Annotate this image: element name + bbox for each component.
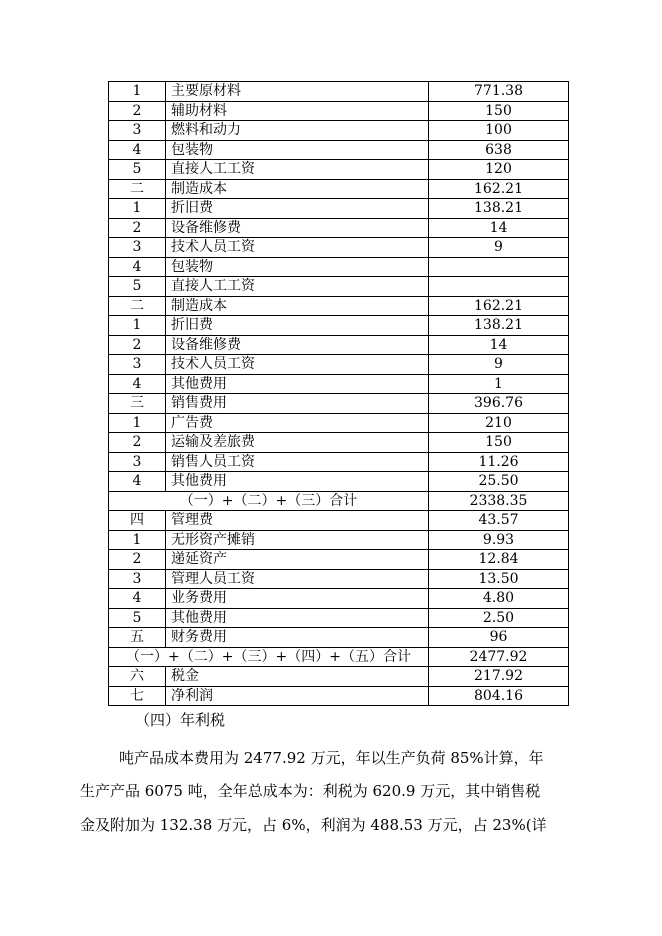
row-number: 五 [109, 628, 166, 648]
item-value: 100 [429, 121, 569, 141]
row-number: 二 [109, 296, 166, 316]
item-value: 2477.92 [429, 647, 569, 667]
item-value: 162.21 [429, 179, 569, 199]
item-name: 设备维修费 [166, 335, 429, 355]
item-value [429, 257, 569, 277]
item-value: 150 [429, 433, 569, 453]
item-name: 直接人工工资 [166, 160, 429, 180]
cost-table-body [109, 82, 569, 706]
item-value: 13.50 [429, 569, 569, 589]
item-name: 制造成本 [166, 296, 429, 316]
paragraph-line-3: 金及附加为 132.38 万元，占 6%，利润为 488.53 万元，占 23%(详 [80, 816, 547, 834]
table-row [109, 452, 569, 472]
item-name: 技术人员工资 [166, 355, 429, 375]
table-row [109, 82, 569, 102]
row-number: 2 [109, 550, 166, 570]
table-subtotal-row [109, 647, 569, 667]
paragraph-line-2: 生产产品 6075 吨，全年总成本为：利税为 620.9 万元，其中销售税 [80, 782, 541, 800]
item-value: 9 [429, 355, 569, 375]
item-value: 217.92 [429, 667, 569, 687]
table-row [109, 121, 569, 141]
table-subtotal-row [109, 491, 569, 511]
row-number: 4 [109, 140, 166, 160]
row-number: 1 [109, 82, 166, 102]
table-row [109, 101, 569, 121]
item-name: 递延资产 [166, 550, 429, 570]
item-name: 其他费用 [166, 472, 429, 492]
row-number: 5 [109, 160, 166, 180]
item-name: 技术人员工资 [166, 238, 429, 258]
row-number: 2 [109, 101, 166, 121]
table-row [109, 394, 569, 414]
item-name: 管理费 [166, 511, 429, 531]
table-row [109, 179, 569, 199]
cost-table [108, 81, 569, 706]
row-number: 5 [109, 608, 166, 628]
table-row [109, 374, 569, 394]
item-value: 150 [429, 101, 569, 121]
table-row [109, 257, 569, 277]
table-row [109, 335, 569, 355]
table-row [109, 413, 569, 433]
item-name: 其他费用 [166, 374, 429, 394]
item-value: 771.38 [429, 82, 569, 102]
item-value: 43.57 [429, 511, 569, 531]
item-value: 2338.35 [429, 491, 569, 511]
subtotal-label: （一）+（二）+（三）+（四）+（五）合计 [109, 647, 429, 667]
table-row [109, 218, 569, 238]
item-value: 14 [429, 218, 569, 238]
item-value: 138.21 [429, 199, 569, 219]
item-name: 广告费 [166, 413, 429, 433]
item-value [429, 277, 569, 297]
item-value: 638 [429, 140, 569, 160]
row-number: 二 [109, 179, 166, 199]
table-row [109, 160, 569, 180]
row-number: 2 [109, 218, 166, 238]
table-row [109, 316, 569, 336]
item-value: 12.84 [429, 550, 569, 570]
item-name: 运输及差旅费 [166, 433, 429, 453]
row-number: 七 [109, 686, 166, 706]
table-row [109, 686, 569, 706]
table-row [109, 530, 569, 550]
row-number: 六 [109, 667, 166, 687]
item-name: 税金 [166, 667, 429, 687]
item-name: 财务费用 [166, 628, 429, 648]
item-value: 25.50 [429, 472, 569, 492]
item-value: 120 [429, 160, 569, 180]
item-name: 主要原材料 [166, 82, 429, 102]
table-row [109, 296, 569, 316]
item-name: 设备维修费 [166, 218, 429, 238]
item-value: 138.21 [429, 316, 569, 336]
row-number: 三 [109, 394, 166, 414]
item-name: 燃料和动力 [166, 121, 429, 141]
row-number: 4 [109, 257, 166, 277]
item-value: 14 [429, 335, 569, 355]
row-number: 4 [109, 374, 166, 394]
item-value: 2.50 [429, 608, 569, 628]
section-heading: （四）年利税 [135, 711, 226, 729]
paragraph-line-1: 吨产品成本费用为 2477.92 万元，年以生产负荷 85%计算，年 [119, 749, 544, 767]
table-row [109, 238, 569, 258]
item-value: 9.93 [429, 530, 569, 550]
item-value: 162.21 [429, 296, 569, 316]
item-name: 无形资产摊销 [166, 530, 429, 550]
item-name: 业务费用 [166, 589, 429, 609]
table-row [109, 608, 569, 628]
row-number: 3 [109, 569, 166, 589]
item-value: 1 [429, 374, 569, 394]
row-number: 1 [109, 530, 166, 550]
item-name: 销售人员工资 [166, 452, 429, 472]
table-row [109, 569, 569, 589]
item-name: 其他费用 [166, 608, 429, 628]
item-name: 包装物 [166, 140, 429, 160]
table-row [109, 433, 569, 453]
item-name: 直接人工工资 [166, 277, 429, 297]
row-number: 4 [109, 589, 166, 609]
item-value: 4.80 [429, 589, 569, 609]
item-value: 96 [429, 628, 569, 648]
table-row [109, 355, 569, 375]
item-name: 制造成本 [166, 179, 429, 199]
row-number: 4 [109, 472, 166, 492]
table-row [109, 277, 569, 297]
row-number: 3 [109, 238, 166, 258]
row-number: 1 [109, 316, 166, 336]
item-value: 9 [429, 238, 569, 258]
table-row [109, 199, 569, 219]
subtotal-label: （一）+（二）+（三）合计 [109, 491, 429, 511]
item-name: 管理人员工资 [166, 569, 429, 589]
item-name: 折旧费 [166, 199, 429, 219]
row-number: 2 [109, 335, 166, 355]
item-name: 包装物 [166, 257, 429, 277]
row-number: 5 [109, 277, 166, 297]
row-number: 1 [109, 413, 166, 433]
row-number: 1 [109, 199, 166, 219]
item-name: 折旧费 [166, 316, 429, 336]
table-row [109, 628, 569, 648]
item-value: 11.26 [429, 452, 569, 472]
row-number: 四 [109, 511, 166, 531]
item-name: 销售费用 [166, 394, 429, 414]
table-row [109, 667, 569, 687]
row-number: 3 [109, 121, 166, 141]
table-row [109, 511, 569, 531]
table-row [109, 589, 569, 609]
row-number: 3 [109, 452, 166, 472]
item-value: 804.16 [429, 686, 569, 706]
row-number: 2 [109, 433, 166, 453]
table-row [109, 550, 569, 570]
item-name: 辅助材料 [166, 101, 429, 121]
table-row [109, 472, 569, 492]
table-row [109, 140, 569, 160]
item-value: 396.76 [429, 394, 569, 414]
row-number: 3 [109, 355, 166, 375]
item-value: 210 [429, 413, 569, 433]
item-name: 净利润 [166, 686, 429, 706]
